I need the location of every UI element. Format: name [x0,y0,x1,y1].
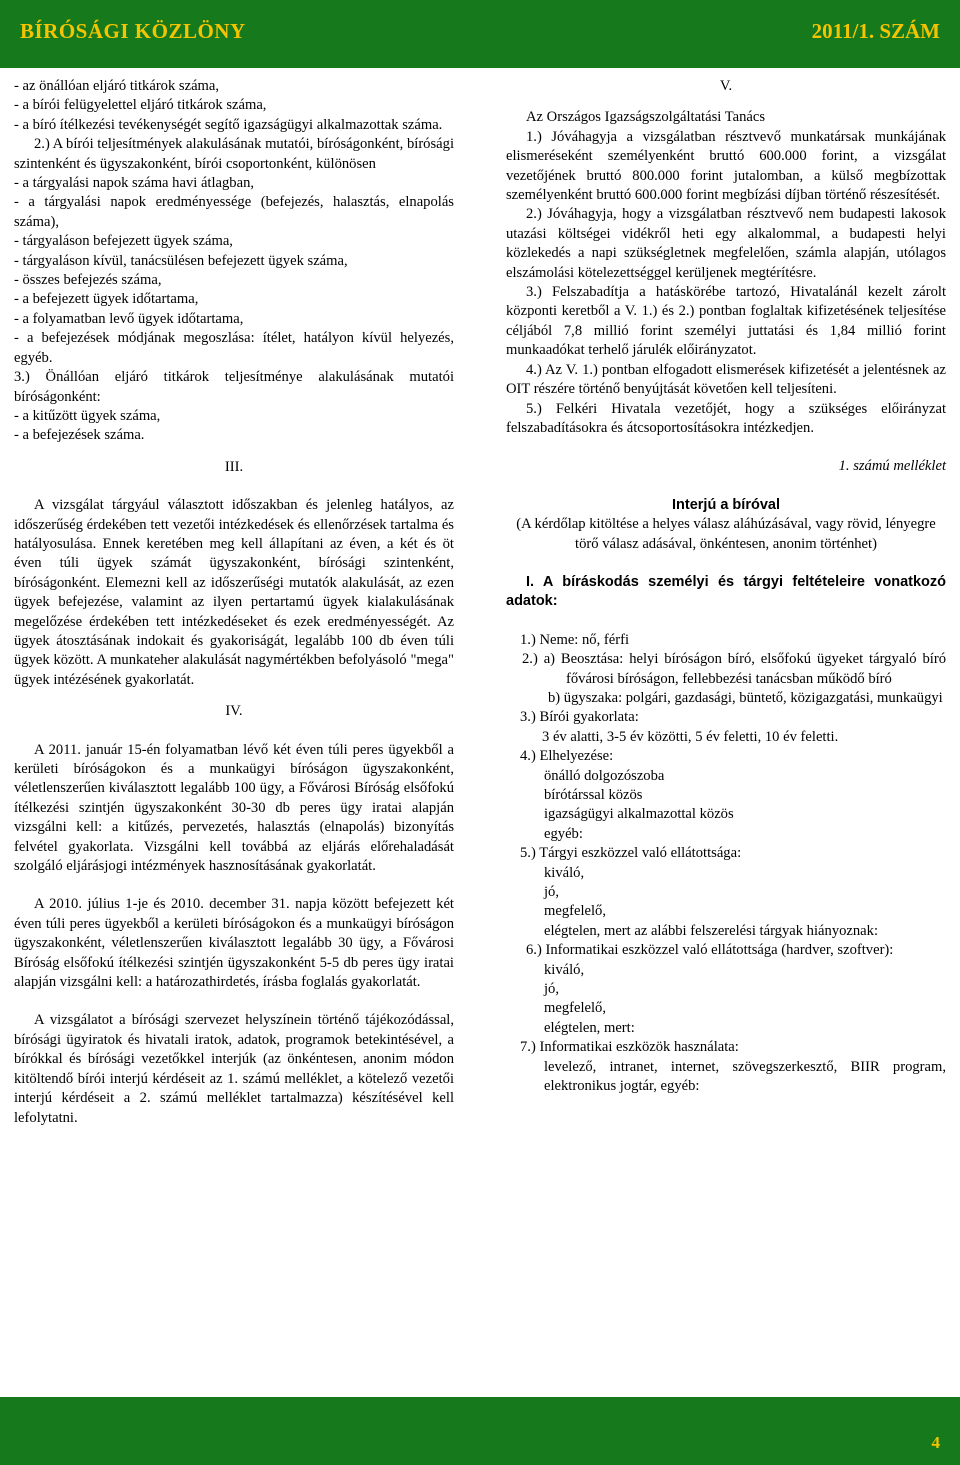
section-heading-v: V. [719,78,733,94]
paragraph: 4.) Az V. 1.) pontban elfogadott elismerések kifizetését a jelentésnek az OIT részére történő benyújtását követően kell teljesíteni. [506,361,946,398]
annex-label: 1. számú melléklet [838,458,946,475]
list-item: - a kitűzött ügyek száma, [14,407,161,424]
answer-option: kiváló, [544,864,585,881]
list-item: - a tárgyalási napok száma havi átlagban, [14,175,255,192]
answer-option: elégtelen, mert az alábbi felszerelési tárgyak hiányoznak: [544,922,879,939]
list-item: - a folyamatban levő ügyek időtartama, [14,310,244,327]
paragraph: 2.) A bírói teljesítmények alakulásának mutatói, bíróságonként, bírósági szintenként és ügyszakonként, bírói csoportonként, különösen [14,136,454,172]
page-footer [0,1397,960,1465]
paragraph: 3.) Önállóan eljáró titkárok teljesítménye alakulásának mutatói bíróságonként: [14,369,454,405]
answer-option: levelező, intranet, internet, szövegszerkesztő, BIIR program, elektronikus jogtár, egyéb: [544,1058,946,1095]
right-column [506,77,946,1097]
journal-title: BÍRÓSÁGI KÖZLÖNY [20,19,246,43]
list-item: - a tárgyalási napok eredményessége (befejezés, halasztás, elnapolás száma), [14,194,454,230]
list-item: - a bírói felügyelettel eljáró titkárok száma, [14,97,267,114]
answer-option: elégtelen, mert: [544,1019,635,1036]
list-item: - a befejezett ügyek időtartama, [14,291,199,308]
answer-option: jó, [544,981,559,998]
paragraph: 5.) Felkéri Hivatala vezetőjét, hogy a szükséges előirányzat felszabadításokra és átcsoportosításokra intézkedjen. [506,400,946,436]
question: 2.) a) Beosztása: helyi bíróságon bíró, elsőfokú ügyeket tárgyaló bíró fővárosi bíróságon, fellebbezési tanácsban működő bíró [522,651,946,687]
paragraph: A 2010. július 1-je és 2010. december 31. napja között befejezett két éven túli peres ügyekből a kerületi bíróságokon és a munkaügyi bíróságon ügyszakonként, véletlenszerűen kiválasztott legalább 30 ügy, a Fővárosi Bíróság elsőfokú ítélkezési szintjén ügyszakonként 5-5 db peres ügy iratai alapján vizsgálni kell: a határozathirdetés, írásba foglalás gyakorlatát. [14,896,454,991]
answer-option: megfelelő, [544,1000,606,1017]
paragraph: A vizsgálat tárgyául választott időszakban és jelenleg hatályos, az időszerűség érdekében tett vezetői intézkedések és ellenőrzések tartalma és hatályosulása. Ennek keretében meg kell állapítani az éven, a két és öt éven túli ügyek számát ügyszakonként, bírósági szintenként, bíróságonként. Elemezni kell az időszerűségi mutatók alakulását, az ezen ügyek befejezése, valamint az ilyen pertartamú ügyek kialakulásának megelőzése érdekében tett intézkedéseket és ezek eredményességét. Az ügyek átosztásának indokait és gyakoriságát, legalább 100 db éven túli ügyek között. A munkateher alakulását nagymértékben befolyásoló "mega" ügyek intézésének gyakorlatát. [14,497,454,688]
list-item: - a befejezések száma. [14,427,145,444]
part-heading: I. A bíráskodás személyi és tárgyi feltételeire vonatkozó adatok: [506,573,946,610]
question: 6.) Informatikai eszközzel való ellátottsága (hardver, szoftver): [526,942,894,959]
answer-option: egyéb: [544,825,583,842]
list-item: - a bíró ítélkezési tevékenységét segítő igazságügyi alkalmazottak száma. [14,116,443,133]
list-item: - az önállóan eljáró titkárok száma, [14,78,220,94]
paragraph: 2.) Jóváhagyja, hogy a vizsgálatban résztvevő nem budapesti lakosok utazási költségei vidékről heti egy alkalommal, a budapesti helyi közlekedés a napi szükségletnek megfelelően, számla alapján, utólagos elszámolási kötelezettséggel kerüljenek megtérítésre. [506,206,946,281]
list-item: - tárgyaláson befejezett ügyek száma, [14,233,233,250]
answer-option: kiváló, [544,961,585,978]
page-header [0,0,960,68]
answer-option: önálló dolgozószoba [544,767,665,784]
answer-option: jó, [544,884,559,901]
answer-option: megfelelő, [544,903,606,920]
left-column [14,77,454,1128]
list-item: - a befejezések módjának megoszlása: ítélet, hatályon kívül helyezés, egyéb. [14,330,454,366]
paragraph: 3.) Felszabadítja a hatáskörébe tartozó, Hivatalánál kezelt zárolt központi keretből a V. 1.) és 2.) pontban foglaltak kifizetésének teljesítése céljából 7,8 millió forint személyi juttatási és 1,84 millió forint munkaadókat terhelő járulék előirányzatot. [506,284,946,359]
answer-option: 3 év alatti, 3-5 év közötti, 5 év feletti, 10 év feletti. [542,728,839,745]
interview-subtitle: (A kérdőlap kitöltése a helyes válasz aláhúzásával, vagy rövid, lényegre törő válasz adásával, önkéntesen, anonim történhet) [516,516,936,552]
interview-title: Interjú a bíróval [672,496,780,513]
paragraph: A vizsgálatot a bírósági szervezet helyszínein történő tájékozódással, bírósági ügyiratok és hivatali iratok, adatok, programok betekintésével, a bírókkal és bírósági vezetőkkel interjúk (az önkéntesen, anonim módon kitöltendő bírói interjú kérdéseit az 1. számú melléklet, a kötelező vezetői interjú kérdéseit a 2. számú melléklet tartalmazza) készítésével kell lefolytatni. [14,1012,454,1126]
section-heading-iii: III. [224,458,244,475]
paragraph: 1.) Jóváhagyja a vizsgálatban résztvevő munkatársak munkájának elismeréseként személyenként bruttó 600.000 forint, a vizsgálat vezetőjének bruttó 800.000 forint jutalomban, a külső megbízottak személyenként bruttó 600.000 forint megbízási díjban történő részesítését. [506,128,946,204]
answer-option: igazságügyi alkalmazottal közös [544,806,734,823]
council-name: Az Országos Igazságszolgáltatási Tanács [526,109,766,126]
section-heading-iv: IV. [225,703,243,720]
question: 1.) Neme: nő, férfi [520,631,630,648]
page-number: 4 [931,1433,940,1452]
question: b) ügyszaka: polgári, gazdasági, büntető, közigazgatási, munkaügyi [548,689,943,706]
question: 4.) Elhelyezése: [520,748,614,765]
issue-number: 2011/1. SZÁM [811,19,940,43]
list-item: - tárgyaláson kívül, tanácsülésen befejezett ügyek száma, [14,252,348,269]
list-item: - összes befejezés száma, [14,272,162,289]
question: 7.) Informatikai eszközök használata: [520,1039,739,1056]
question: 5.) Tárgyi eszközzel való ellátottsága: [520,845,742,862]
answer-option: bírótárssal közös [544,787,643,803]
paragraph: A 2011. január 15-én folyamatban lévő két éven túli peres ügyekből a kerületi bíróságokon és a munkaügyi bíróságon ügyszakonként, véletlenszerűen kiválasztott legalább 100 ügy, a Fővárosi Bíróság elsőfokú ítélkezési szintjén ügyszakonként 30-30 db peres ügy iratai alapján vizsgálni kell: a kitűzés, pervezetés, halasztás (elnapolás) bizonyítás felvétel gyakorlata. Vizsgálni kell továbbá az eljárás előrehaladását szolgáló eljárásjogi intézmények hasznosításának gyakorlatát. [14,741,454,875]
question: 3.) Bírói gyakorlata: [520,709,639,726]
